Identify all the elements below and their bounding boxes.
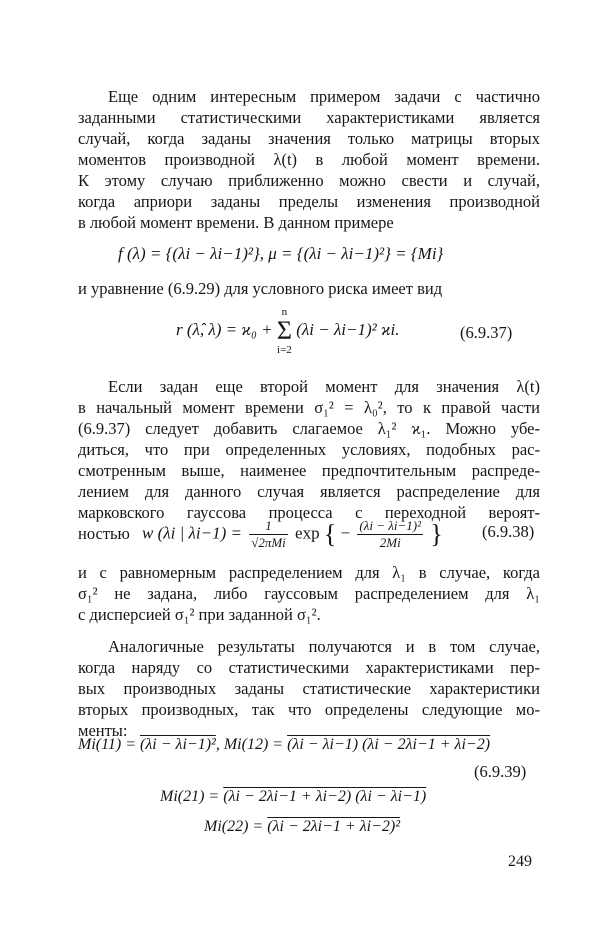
exp-function: exp [295, 523, 320, 543]
text-line: смотренным выше, наименее предпочтительным распреде- [78, 461, 540, 480]
text-line: диться, что при определенных условиях, подобных рас- [78, 440, 540, 459]
text-line: Если задан еще второй момент для значения λ(t) [108, 377, 540, 396]
text-line: когда наряду со статистическими характеристиками пер- [78, 658, 540, 677]
moment-m11: Mi(11) = [78, 736, 141, 753]
sigma-glyph: Σ [276, 316, 292, 345]
moment-m21-expr: (λi − 2λi−1 + λi−2) (λi − λi−1) [223, 788, 427, 805]
fraction-numerator: 1 [249, 518, 288, 535]
text-line: в любой момент времени. В данном примере [78, 213, 394, 232]
text-line: σ₁² не задана, либо гауссовым распределением для λ₁ [78, 584, 540, 603]
text-line: заданными статистическими характеристиками является [78, 108, 540, 127]
moment-m22-expr: (λi − 2λi−1 + λi−2)² [267, 818, 400, 835]
sum-symbol [277, 306, 292, 356]
text-line: в начальный момент времени σ₁² = λ₀², то к правой части [78, 398, 540, 417]
fraction-normalizer [249, 518, 288, 551]
text-line: ностью [78, 524, 130, 543]
text-line: моментов производной λ(t) в любой момент времени. [78, 150, 540, 169]
minus-sign: − [340, 523, 351, 543]
moment-m12: , Mi(12) = [215, 736, 288, 753]
text-line: и уравнение (6.9.29) для условного риска имеет вид [78, 279, 443, 298]
moment-m22: Mi(22) = [204, 818, 268, 835]
moment-m21: Mi(21) = [160, 788, 224, 805]
left-brace: { [323, 519, 337, 549]
fraction-numerator: (λi − λi−1)² [359, 518, 422, 533]
formula-moments-row3 [204, 818, 400, 836]
text-line: с дисперсией σ₁² при заданной σ₁². [78, 605, 321, 624]
moment-m12-expr: (λi − λi−1) (λi − 2λi−1 + λi−2) [287, 736, 491, 753]
formula-f-mu: f (λ) = {(λi − λi−1)²}, μ = {(λi − λi−1)²} = {Mi} [118, 244, 444, 263]
equation-number: (6.9.38) [482, 522, 535, 541]
formula-moments-row2 [160, 788, 426, 806]
paragraph-2 [78, 278, 540, 299]
moment-m11-expr: (λi − λi−1)² [140, 736, 216, 753]
page-number: 249 [508, 853, 532, 870]
fraction-denominator: 2Mi [379, 535, 401, 550]
text-line: вых производных заданы статистические характеристики [78, 679, 540, 698]
text-line: лением для данного случая является распределение для [78, 482, 540, 501]
fraction-exponent [357, 518, 423, 551]
text-line: К этому случаю приближенно можно свести и случай, [78, 171, 540, 190]
sum-lower-limit: i=2 [277, 344, 292, 356]
paragraph-4 [78, 562, 540, 625]
sum-upper-limit: n [281, 306, 288, 318]
formula-moments-row1 [78, 736, 490, 754]
paragraph-5 [78, 636, 540, 741]
fraction-denominator: √2πMi [251, 535, 286, 550]
formula-lhs: r (λ̂, λ) = ϰ₀ + [176, 319, 273, 339]
text-line: менты: [78, 721, 128, 740]
text-line: вторых производных, так что определены следующие мо- [78, 700, 540, 719]
text-line: случай, когда заданы значения только матрицы вторых [78, 129, 540, 148]
text-line: когда априори заданы пределы изменения производной [78, 192, 540, 211]
formula-transition-density [142, 518, 443, 551]
paragraph-1 [78, 86, 540, 233]
text-line: Аналогичные результаты получаются и в том случае, [108, 637, 540, 656]
text-line: марковского гауссова процесса с переходной вероят- [78, 503, 540, 522]
formula-rhs: (λi − λi−1)² ϰi. [296, 319, 400, 339]
formula-lhs: w (λi | λi−1) = [142, 523, 242, 543]
text-line: (6.9.37) следует добавить слагаемое λ₁² ϰ₁. Можно убе- [78, 419, 540, 438]
text-line: и с равномерным распределением для λ₁ в случае, когда [78, 563, 540, 582]
formula-risk [176, 306, 400, 356]
text-line: Еще одним интересным примером задачи с частично [108, 87, 540, 106]
equation-number: (6.9.39) [474, 762, 527, 781]
equation-number: (6.9.37) [460, 323, 513, 342]
right-brace: } [430, 519, 443, 549]
